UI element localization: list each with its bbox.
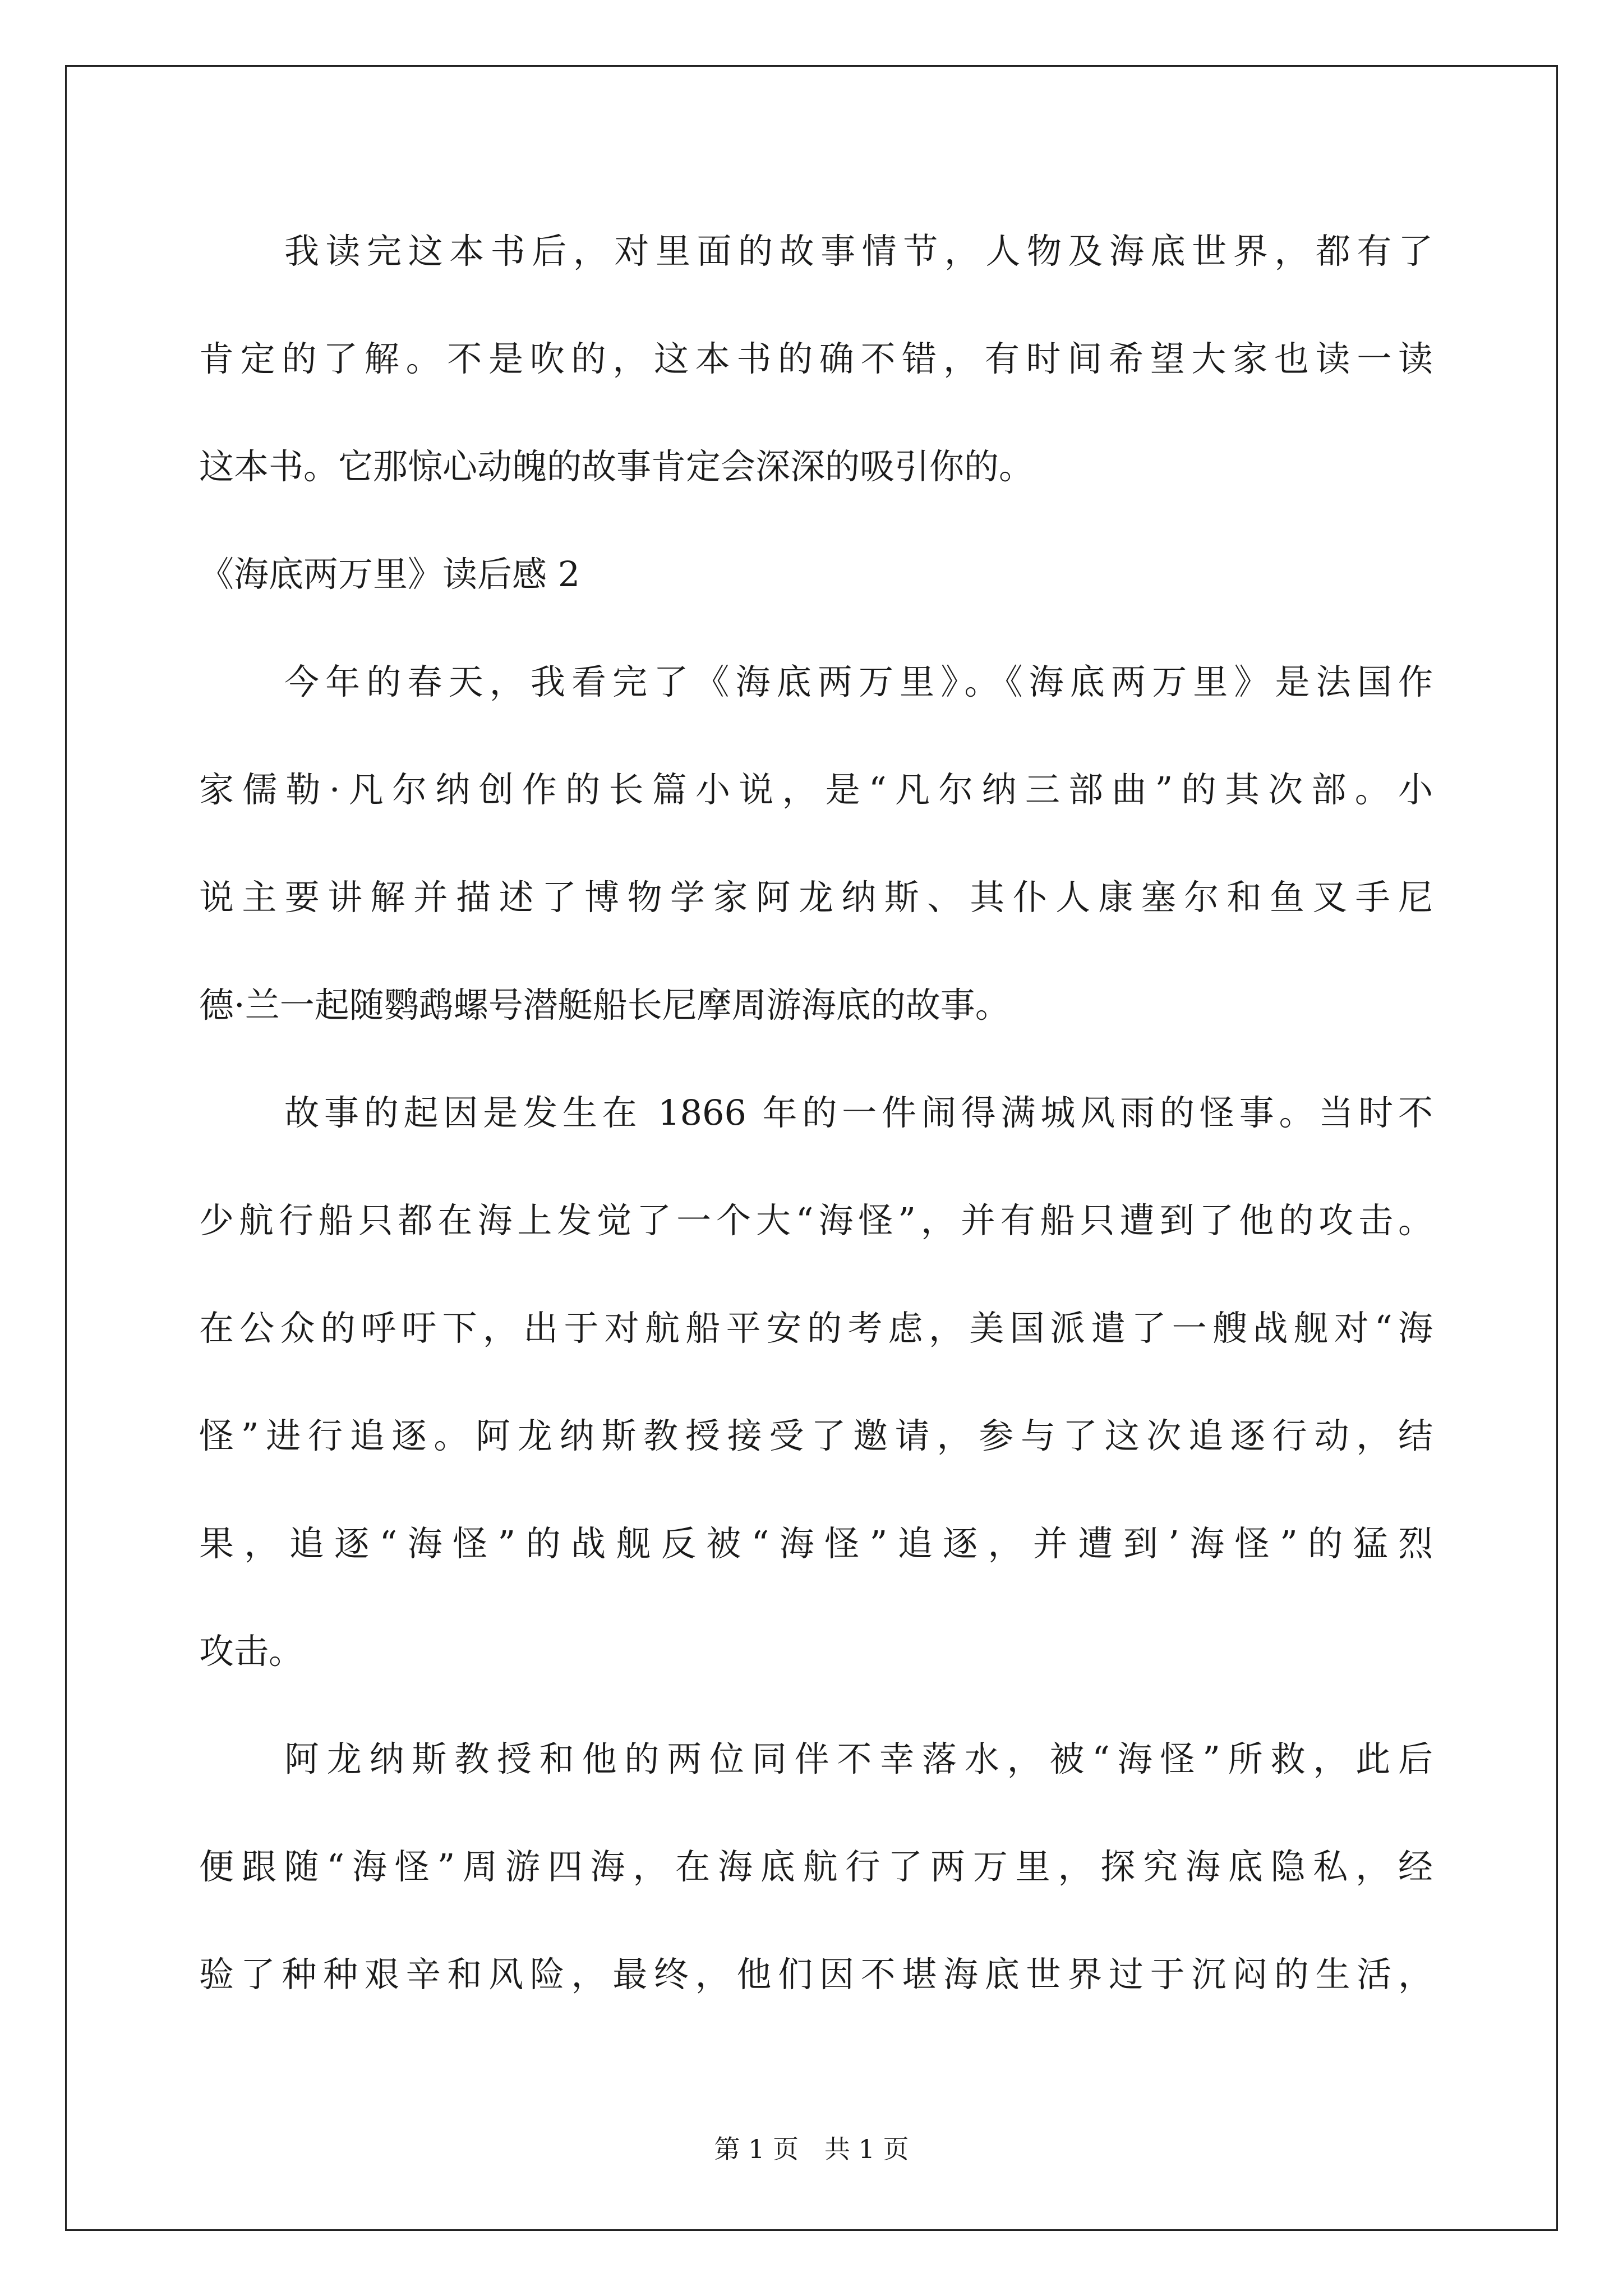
paragraph-line: 今年的春天，我看完了《海底两万里》。《海底两万里》是法国作 bbox=[284, 661, 1433, 702]
paragraph-line: 阿龙纳斯教授和他的两位同伴不幸落水，被“海怪”所救，此后 bbox=[284, 1738, 1433, 1779]
paragraph-line: 攻击。 bbox=[199, 1631, 304, 1672]
paragraph-line: 家儒勒·凡尔纳创作的长篇小说，是“凡尔纳三部曲”的其次部。小 bbox=[199, 769, 1433, 810]
paragraph-line: 我读完这本书后，对里面的故事情节，人物及海底世界，都有了 bbox=[284, 231, 1433, 272]
paragraph-line: 在公众的呼吁下，出于对航船平安的考虑，美国派遣了一艘战舰对“海 bbox=[199, 1308, 1433, 1349]
paragraph-line: 故事的起因是发生在 1866 年的一件闹得满城风雨的怪事。当时不 bbox=[284, 1092, 1433, 1133]
paragraph-line: 果，追逐“海怪”的战舰反被“海怪”追逐，并遭到’海怪”的猛烈 bbox=[199, 1523, 1433, 1564]
paragraph-line: 验了种种艰辛和风险，最终，他们因不堪海底世界过于沉闷的生活， bbox=[199, 1954, 1433, 1995]
paragraph-line: 德·兰一起随鹦鹉螺号潜艇船长尼摩周游海底的故事。 bbox=[199, 984, 1010, 1025]
paragraph-line: 这本书。它那惊心动魄的故事肯定会深深的吸引你的。 bbox=[199, 446, 1034, 487]
paragraph-line: 少航行船只都在海上发觉了一个大“海怪”，并有船只遭到了他的攻击。 bbox=[199, 1200, 1433, 1241]
section-heading: 《海底两万里》读后感 2 bbox=[199, 554, 580, 595]
paragraph-line: 怪”进行追逐。阿龙纳斯教授接受了邀请，参与了这次追逐行动，结 bbox=[199, 1415, 1433, 1456]
page-number-footer: 第 1 页 共 1 页 bbox=[714, 2134, 909, 2164]
paragraph-line: 说主要讲解并描述了博物学家阿龙纳斯、其仆人康塞尔和鱼叉手尼 bbox=[199, 877, 1433, 918]
paragraph-line: 肯定的了解。不是吹的，这本书的确不错，有时间希望大家也读一读 bbox=[199, 338, 1433, 379]
page-border bbox=[65, 65, 1558, 2231]
paragraph-line: 便跟随“海怪”周游四海，在海底航行了两万里，探究海底隐私，经 bbox=[199, 1846, 1433, 1887]
